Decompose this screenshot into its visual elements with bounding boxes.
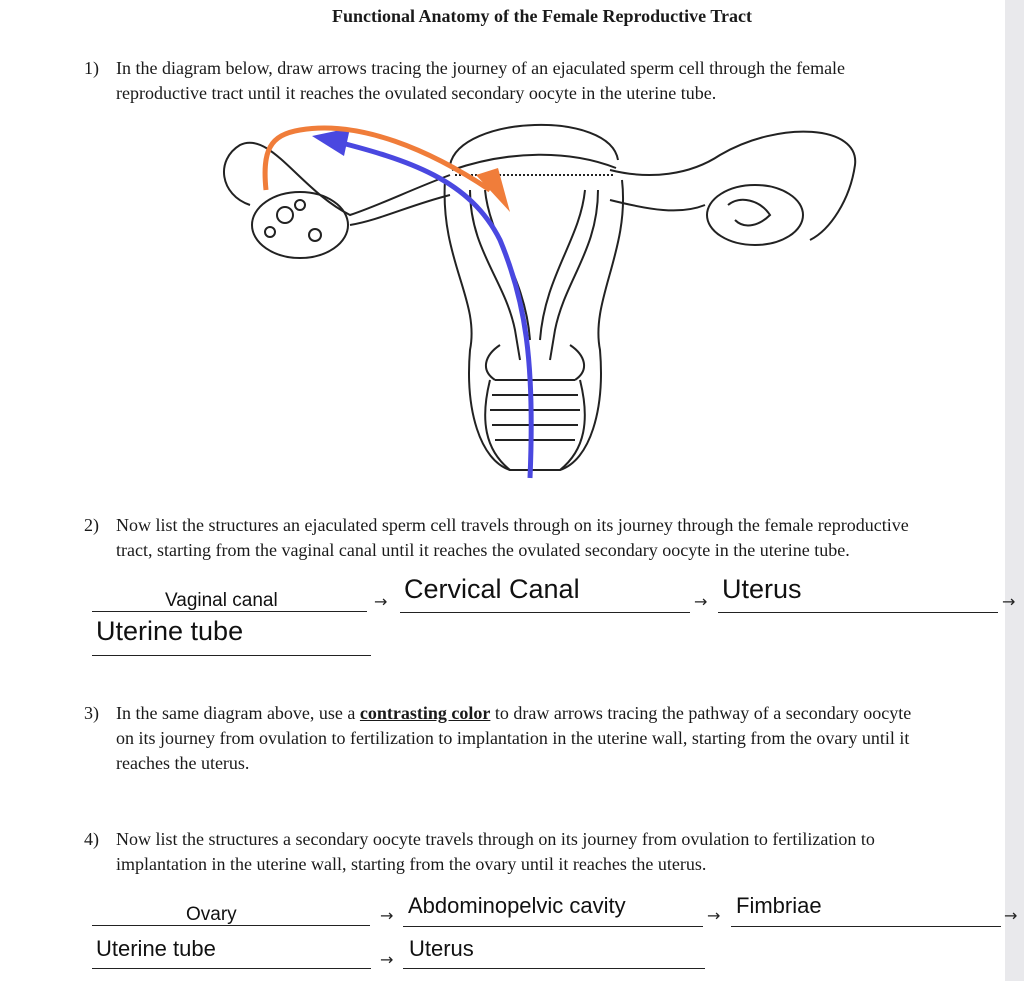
question-number: 3) <box>84 703 99 723</box>
answer-underline <box>403 926 703 927</box>
arrow-icon: → <box>374 592 388 611</box>
question-number: 1) <box>84 58 99 78</box>
answer-uterine-tube[interactable]: Uterine tube <box>96 616 244 646</box>
arrow-icon: → <box>380 906 394 925</box>
emphasis-contrasting-color: contrasting color <box>359 703 491 723</box>
answer-underline <box>92 655 371 656</box>
question-text-line: on its journey from ovulation to fertilization to implantation in the uterine wall, starting from the ovary until it <box>116 728 910 748</box>
answer-underline <box>400 612 690 613</box>
question-text-line: In the same diagram above, use a contrasting color to draw arrows tracing the pathway of a secondary oocyte <box>116 703 912 723</box>
arrow-icon: → <box>707 906 721 925</box>
right-uterine-tube <box>610 132 855 240</box>
cervix <box>486 345 584 380</box>
sperm-path-arrowhead <box>312 128 350 156</box>
answer-uterus[interactable]: Uterus <box>409 936 474 961</box>
worksheet-title: Functional Anatomy of the Female Reproductive Tract <box>332 6 752 26</box>
answer-underline <box>731 926 1001 927</box>
question-text-line: implantation in the uterine wall, starting from the ovary until it reaches the uterus. <box>116 854 707 874</box>
answer-uterine-tube[interactable]: Uterine tube <box>96 936 216 961</box>
answer-vaginal-canal[interactable]: Vaginal canal <box>165 590 278 611</box>
arrow-icon: → <box>380 950 394 969</box>
right-ovary <box>707 185 803 245</box>
answer-underline <box>92 925 370 926</box>
arrow-icon: → <box>694 592 708 611</box>
question-text-line: tract, starting from the vaginal canal until it reaches the ovulated secondary oocyte in the uterine tube. <box>116 540 850 560</box>
arrow-icon: → <box>1004 906 1018 925</box>
answer-underline <box>718 612 998 613</box>
oocyte-path-arrow <box>265 128 490 190</box>
answer-abdominopelvic-cavity[interactable]: Abdominopelvic cavity <box>408 893 626 918</box>
question-text-line: In the diagram below, draw arrows tracing the journey of an ejaculated sperm cell through the female <box>116 58 846 78</box>
question-text-line: Now list the structures a secondary oocyte travels through on its journey from ovulation to fertilization to <box>116 829 875 849</box>
question-text-line: reproductive tract until it reaches the ovulated secondary oocyte in the uterine tube. <box>116 83 717 103</box>
left-ovary <box>252 192 348 258</box>
answer-uterus[interactable]: Uterus <box>722 574 802 604</box>
uterus-body <box>445 180 624 470</box>
answer-underline <box>403 968 705 969</box>
answer-underline <box>92 611 367 612</box>
question-text-line: Now list the structures an ejaculated sperm cell travels through on its journey through the female reproductive <box>116 515 909 535</box>
answer-fimbriae[interactable]: Fimbriae <box>736 893 822 918</box>
question-text-line: reaches the uterus. <box>116 753 250 773</box>
question-number: 4) <box>84 829 99 849</box>
answer-ovary[interactable]: Ovary <box>186 904 237 925</box>
question-number: 2) <box>84 515 99 535</box>
right-uterine-tube-inner <box>610 200 705 210</box>
answer-underline <box>92 968 371 969</box>
answer-cervical-canal[interactable]: Cervical Canal <box>404 574 580 604</box>
uterus-fundus <box>450 125 618 165</box>
arrow-icon: → <box>1002 592 1016 611</box>
